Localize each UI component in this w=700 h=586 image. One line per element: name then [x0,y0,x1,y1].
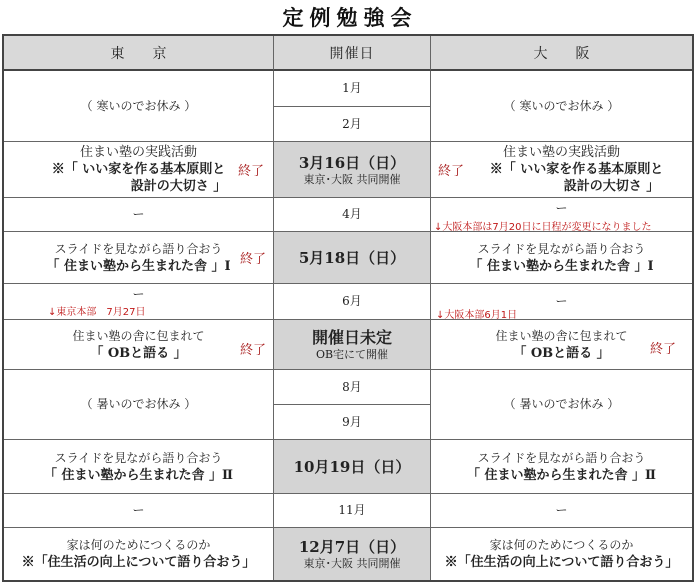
row8-tokyo-line2: 「 住まい塾から生まれた舎 」Ⅱ [43,467,233,483]
row6-tokyo [4,320,274,370]
row9-tokyo: ー [4,494,274,528]
row5-osaka-note: ↓大阪本部6月1日 [436,310,518,321]
row1-tokyo: （ 寒いのでお休み ） [4,71,274,142]
row3-osaka: ー [431,198,692,232]
header-date: 開催日 [274,36,431,71]
row4-tokyo [4,232,274,284]
row3-tokyo: ー [4,198,274,232]
row8-osaka-line2: 「 住まい塾から生まれた舎 」Ⅱ [466,467,656,483]
row6-osaka-status: 終了 [650,342,677,357]
row10-tokyo [4,528,274,580]
row10-date-main: 12月7日（日） [298,538,406,556]
row2-date-sub: 東京･大阪 共同開催 [303,172,401,186]
row8-tokyo [4,440,274,494]
row4-tokyo-status: 終了 [240,252,267,267]
row6-tokyo-line2: 「 OBと語る 」 [90,345,187,361]
row10-osaka-line2: ※「住生活の向上について語り合おう」 [444,555,679,570]
row10-date [274,528,431,580]
row1-date-jan: 1月 [274,71,431,107]
row7-date-sep: 9月 [274,405,431,440]
row9-osaka: ー [431,494,692,528]
row8-tokyo-line1: スライドを見ながら語り合おう [54,450,223,465]
page-title: 定例勉強会 [282,6,418,30]
row5-tokyo: ー [4,284,274,320]
row9-date: 11月 [274,494,431,528]
row7-tokyo: （ 暑いのでお休み ） [4,370,274,440]
row4-osaka-line1: スライドを見ながら語り合おう [477,241,646,256]
row2-osaka-line2: ※「 いい家を作る基本原則と [489,162,664,177]
row4-tokyo-line2: 「 住まい塾から生まれた舎 」Ⅰ [46,258,231,274]
row5-date: 6月 [274,284,431,320]
row2-tokyo-status: 終了 [238,164,265,179]
row2-tokyo [4,142,274,198]
row2-date [274,142,431,198]
row6-tokyo-line1: 住まい塾の舎に包まれて [72,328,205,343]
row3-osaka-note: ↓大阪本部は7月20日に日程が変更になりました [434,222,652,233]
row2-osaka [431,142,692,198]
header-tokyo: 東京 [4,36,274,71]
row2-tokyo-line2: ※「 いい家を作る基本原則と [51,162,226,177]
row10-tokyo-line1: 家は何のためにつくるのか [66,538,211,552]
row6-date-sub: OB宅にて開催 [315,348,389,361]
row8-date: 10月19日（日） [274,440,431,494]
row4-date: 5月18日（日） [274,232,431,284]
row2-osaka-status: 終了 [438,164,465,179]
row10-osaka-line1: 家は何のためにつくるのか [489,538,634,552]
row10-date-sub: 東京･大阪 共同開催 [303,557,401,570]
row2-osaka-line3: 設計の大切さ 」 [563,179,660,194]
row8-osaka [431,440,692,494]
row1-date-feb: 2月 [274,107,431,142]
row2-date-main: 3月16日（日） [298,153,406,172]
row3-date: 4月 [274,198,431,232]
row4-osaka [431,232,692,284]
row2-tokyo-line3: 設計の大切さ 」 [130,179,227,194]
row7-date-aug: 8月 [274,370,431,405]
row8-osaka-line1: スライドを見ながら語り合おう [477,450,646,465]
schedule-table [2,34,694,582]
row5-tokyo-note: ↓東京本部 7月27日 [48,307,146,318]
row10-osaka [431,528,692,580]
row7-osaka: （ 暑いのでお休み ） [431,370,692,440]
row6-osaka-line2: 「 OBと語る 」 [513,345,610,361]
row5-osaka: ー [431,284,692,320]
row2-osaka-line1: 住まい塾の実践活動 [502,145,620,160]
row6-osaka-line1: 住まい塾の舎に包まれて [495,328,628,343]
row4-osaka-line2: 「 住まい塾から生まれた舎 」Ⅰ [469,258,654,274]
row1-osaka: （ 寒いのでお休み ） [431,71,692,142]
row2-tokyo-line1: 住まい塾の実践活動 [79,145,197,160]
row6-date [274,320,431,370]
row4-tokyo-line1: スライドを見ながら語り合おう [54,241,223,256]
row6-date-main: 開催日未定 [311,328,392,347]
row10-tokyo-line2: ※「住生活の向上について語り合おう」 [21,555,256,570]
header-osaka: 大阪 [431,36,692,71]
row6-tokyo-status: 終了 [240,343,267,358]
